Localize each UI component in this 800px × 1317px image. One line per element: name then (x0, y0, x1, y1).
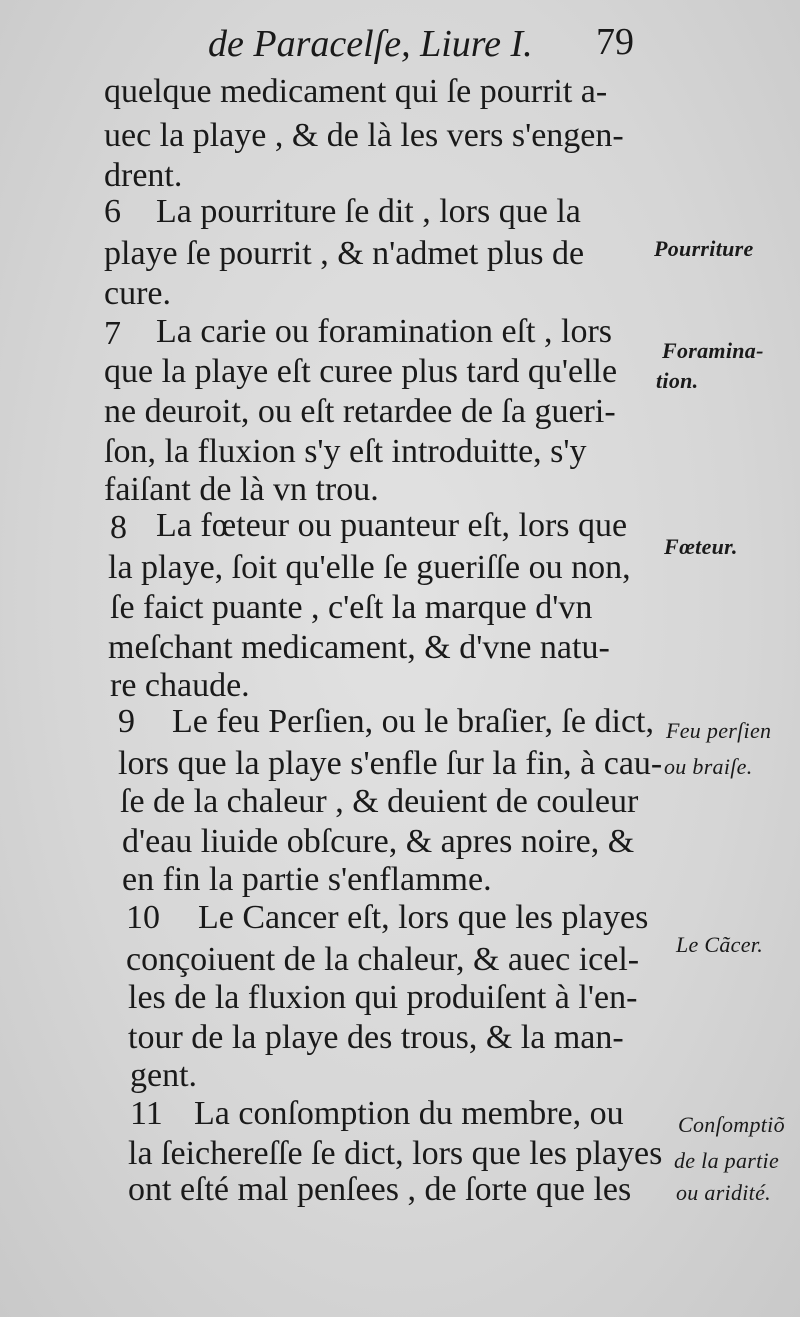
text-line: cure. (104, 275, 172, 312)
text-line: La fœteur ou puanteur eſt, lors que (156, 507, 628, 544)
text-line: ſon, la fluxion s'y eſt introduitte, s'y (104, 433, 587, 470)
text-line: Le feu Perſien, ou le braſier, ſe dict, (172, 703, 654, 740)
margin-note-feu-persien-cont: ou braiſe. (664, 754, 753, 779)
text-line: La pourriture ſe dit , lors que la (156, 193, 581, 230)
text-line: meſchant medicament, & d'vne natu- (108, 629, 610, 666)
text-line: La conſomption du membre, ou (194, 1095, 624, 1132)
text-line: faiſant de là vn trou. (104, 471, 379, 508)
text-line: re chaude. (110, 667, 250, 704)
page-header (208, 14, 648, 74)
page-number: 79 (596, 21, 634, 63)
paragraph-number: 8 (110, 509, 127, 546)
text-line: ſe faict puante , c'eſt la marque d'vn (110, 589, 593, 626)
text-line: La carie ou foramination eſt , lors (156, 313, 612, 350)
margin-note-feu-persien: Feu perſien (666, 718, 772, 743)
margin-note-consomption-cont: de la partie (674, 1148, 780, 1173)
text-line: ont eſté mal penſees , de ſorte que les (128, 1171, 632, 1208)
margin-note-cancer: Le Cãcer. (676, 932, 764, 957)
text-line: Le Cancer eſt, lors que les playes (198, 899, 649, 936)
margin-note-consomption: Conſomptiõ (678, 1112, 785, 1137)
margin-note-foramination: Foramina- (662, 338, 764, 363)
text-line: ne deuroit, ou eſt retardee de ſa gueri- (104, 393, 616, 430)
paragraph-number: 7 (104, 315, 121, 352)
margin-note-foramination-cont: tion. (656, 368, 699, 393)
running-title: de Paracelſe, Liure I. (208, 23, 533, 65)
text-line: la playe, ſoit qu'elle ſe gueriſſe ou non, (108, 549, 631, 586)
text-line: drent. (104, 157, 183, 194)
paragraph-number: 6 (104, 193, 121, 230)
text-line: tour de la playe des trous, & la man- (128, 1019, 624, 1056)
text-line: uec la playe , & de là les vers s'engen- (104, 117, 624, 154)
text-line: playe ſe pourrit , & n'admet plus de (104, 235, 585, 272)
margin-note-pourriture: Pourriture (654, 236, 754, 261)
paragraph-number: 9 (118, 703, 135, 740)
margin-note-consomption-end: ou aridité. (676, 1180, 771, 1205)
text-line: lors que la playe s'enfle ſur la fin, à cau- (118, 745, 663, 782)
text-line: que la playe eſt curee plus tard qu'elle (104, 353, 618, 390)
text-line: la ſeichereſſe ſe dict, lors que les playes (128, 1135, 663, 1172)
text-line: en fin la partie s'enflamme. (122, 861, 492, 898)
text-line: quelque medicament qui ſe pourrit a- (104, 73, 608, 110)
text-line: d'eau liuide obſcure, & apres noire, & (122, 823, 635, 860)
text-line: les de la fluxion qui produiſent à l'en- (128, 979, 638, 1016)
text-line: conçoiuent de la chaleur, & auec icel- (126, 941, 640, 978)
paragraph-number: 10 (126, 899, 160, 936)
paragraph-number: 11 (130, 1095, 163, 1132)
margin-note-foeteur: Fœteur. (664, 534, 738, 559)
text-line: ſe de la chaleur , & deuient de couleur (120, 783, 639, 820)
text-line: gent. (130, 1057, 198, 1094)
